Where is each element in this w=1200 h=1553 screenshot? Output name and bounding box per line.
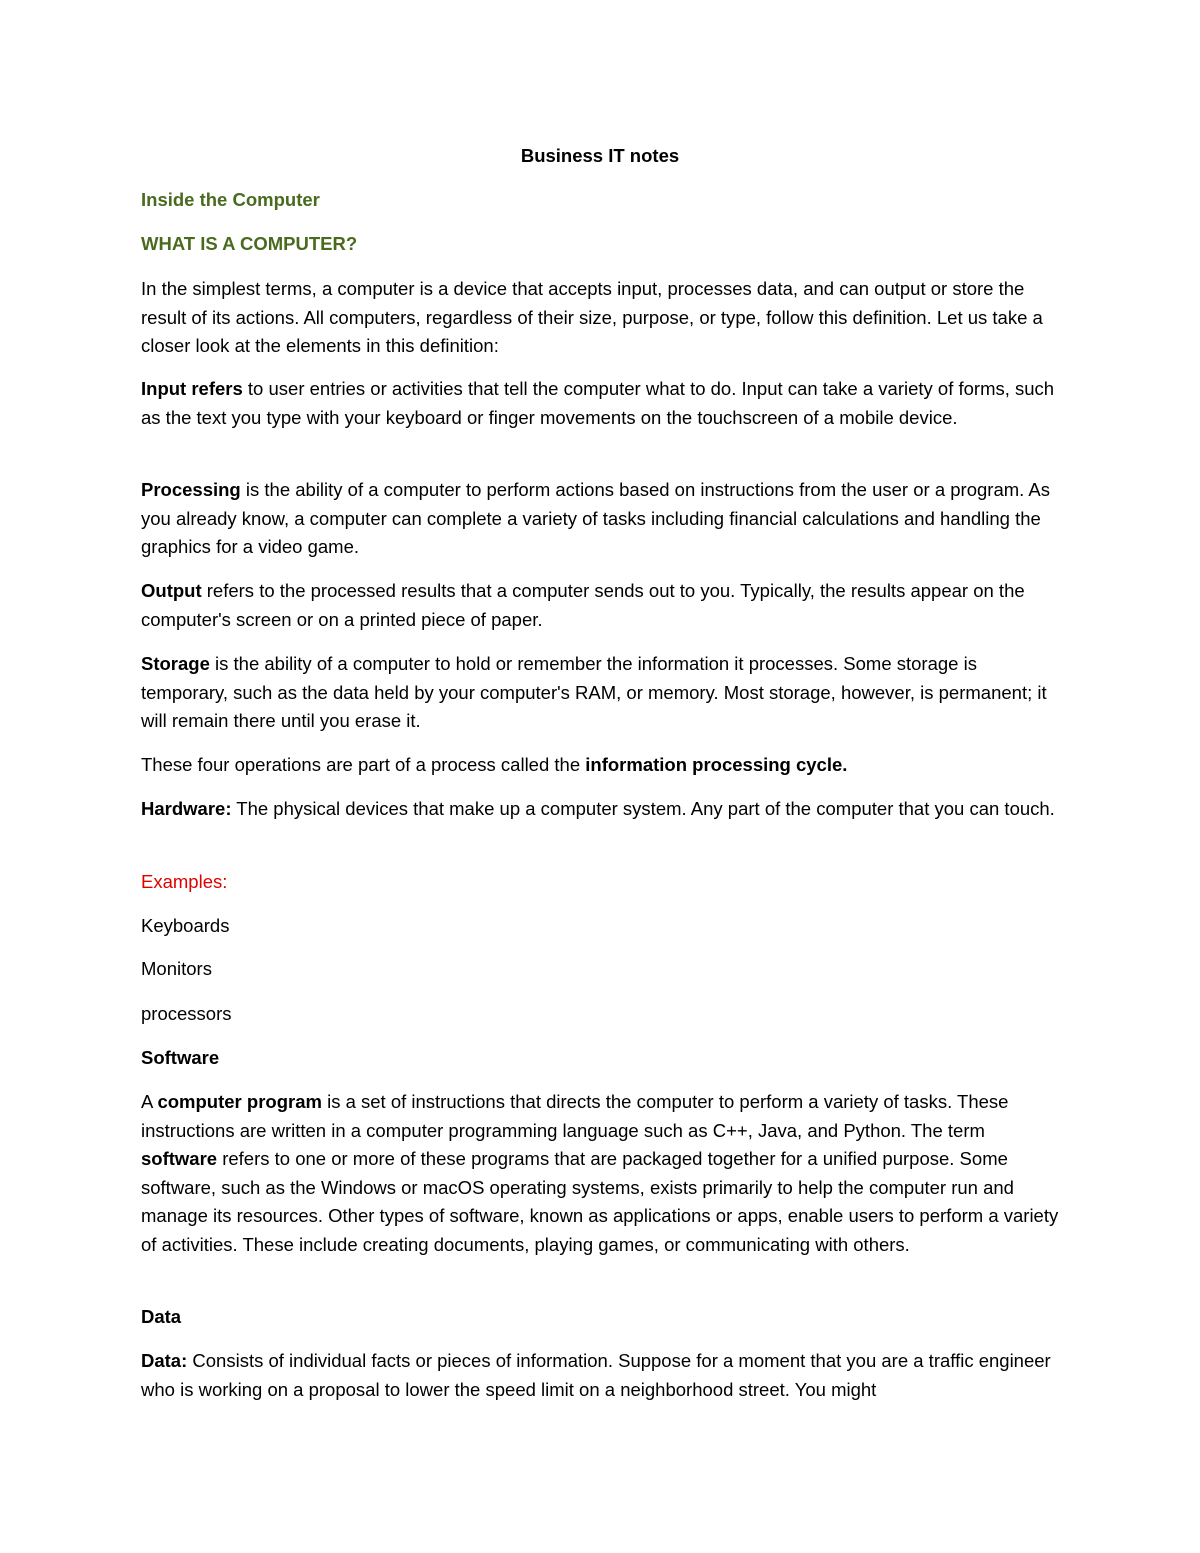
software-heading: Software [141, 1047, 220, 1068]
examples-label: Examples: [141, 871, 228, 892]
processing-paragraph [141, 476, 1061, 562]
storage-paragraph [141, 650, 1061, 736]
software-text-3: refers to one or more of these programs that are packaged together for a unified purpose. Some software, such as the Windows or macOS operating systems, exists primarily to help the computer run and manage its resources. Other types of software, known as applications or apps, enable users to perform a variety of activities. These include creating documents, playing games, or communicating with others. [141, 1148, 1059, 1255]
cycle-paragraph [141, 751, 1061, 780]
data-term: Data: [141, 1350, 188, 1371]
output-term: Output [141, 580, 202, 601]
data-heading: Data [141, 1306, 182, 1327]
cycle-term: information processing cycle. [585, 754, 848, 775]
hardware-text: The physical devices that make up a computer system. Any part of the computer that you can touch. [231, 798, 1055, 819]
data-text: Consists of individual facts or pieces of information. Suppose for a moment that you are a traffic engineer who is working on a proposal to lower the speed limit on a neighborhood street. You might [141, 1350, 1051, 1400]
output-text: refers to the processed results that a computer sends out to you. Typically, the results appear on the computer's screen or on a printed piece of paper. [141, 580, 1025, 630]
software-text-1: A [141, 1091, 158, 1112]
data-paragraph [141, 1347, 1061, 1404]
software-paragraph [141, 1088, 1061, 1259]
cycle-text: These four operations are part of a process called the [141, 754, 586, 775]
example-item: Keyboards [141, 915, 230, 936]
input-term: Input refers [141, 378, 243, 399]
hardware-paragraph [141, 795, 1061, 824]
subsection-heading: WHAT IS A COMPUTER? [141, 233, 358, 254]
storage-text: is the ability of a computer to hold or remember the information it processes. Some storage is temporary, such as the data held by your computer's RAM, or memory. Most storage, however, is permanent; it will remain there until you erase it. [141, 653, 1047, 731]
input-paragraph [141, 375, 1061, 432]
hardware-term: Hardware: [141, 798, 232, 819]
example-item: Monitors [141, 958, 212, 979]
output-paragraph [141, 577, 1061, 634]
processing-text: is the ability of a computer to perform actions based on instructions from the user or a program. As you already know, a computer can complete a variety of tasks including financial calculations and handling the graphics for a video game. [141, 479, 1050, 557]
example-item: processors [141, 1003, 232, 1024]
software-term-program: computer program [157, 1091, 322, 1112]
software-term-software: software [141, 1148, 218, 1169]
processing-term: Processing [141, 479, 241, 500]
storage-term: Storage [141, 653, 210, 674]
document-title: Business IT notes [520, 145, 680, 166]
input-text: to user entries or activities that tell the computer what to do. Input can take a variety of forms, such as the text you type with your keyboard or finger movements on the touchscreen of a mobile device. [141, 378, 1055, 428]
software-text-2: is a set of instructions that directs the computer to perform a variety of tasks. These instructions are written in a computer programming language such as C++, Java, and Python. The term [141, 1091, 1009, 1141]
section-heading: Inside the Computer [141, 189, 320, 210]
intro-paragraph: In the simplest terms, a computer is a device that accepts input, processes data, and can output or store the result of its actions. All computers, regardless of their size, purpose, or type, follow this definition. Let us take a closer look at the elements in this definition: [141, 278, 1043, 356]
